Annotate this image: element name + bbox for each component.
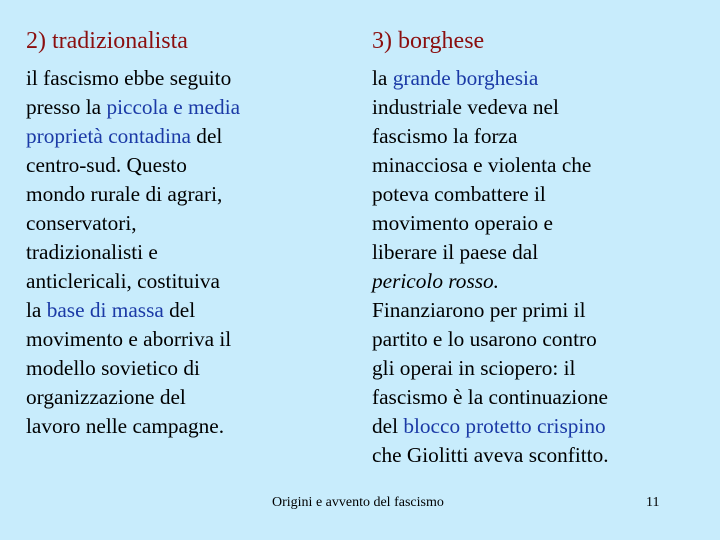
text-line [26,151,382,180]
highlighted-phrase: proprietà contadina [26,124,191,148]
text-line [26,267,382,296]
text-line [372,267,720,296]
text-line [372,383,720,412]
left-column-text [26,64,382,441]
text-line [372,209,720,238]
text-segment: minacciosa e violenta che [372,153,592,177]
highlighted-phrase: blocco protetto crispino [403,414,606,438]
text-line [372,93,720,122]
highlighted-phrase: piccola e media [106,95,241,119]
footer-title: Origini e avvento del fascismo [272,495,444,510]
text-line [26,180,382,209]
text-line [26,64,382,93]
text-line [372,325,720,354]
text-line [372,64,720,93]
italic-phrase: pericolo rosso. [372,269,499,293]
text-line [372,238,720,267]
text-segment: la [372,66,393,90]
text-line [372,441,720,470]
text-segment: partito e lo usarono contro [372,327,597,351]
text-segment: mondo rurale di agrari, [26,182,223,206]
text-segment: centro-sud. Questo [26,153,187,177]
left-column-heading: 2) tradizionalista [26,28,188,54]
right-column-text [372,64,720,470]
text-line [26,209,382,238]
text-segment: poteva combattere il [372,182,546,206]
text-segment: il fascismo ebbe seguito [26,66,232,90]
text-segment: liberare il paese dal [372,240,539,264]
text-segment: modello sovietico di [26,356,200,380]
text-segment: lavoro nelle campagne. [26,414,225,438]
text-line [372,412,720,441]
text-segment: anticlericali, costituiva [26,269,220,293]
text-line [26,93,382,122]
text-segment: la [26,298,47,322]
text-segment: tradizionalisti e [26,240,158,264]
text-segment: organizzazione del [26,385,186,409]
text-line [26,296,382,325]
text-segment: del [163,298,196,322]
text-segment: fascismo la forza [372,124,518,148]
text-segment: fascismo è la continuazione [372,385,608,409]
page-number: 11 [646,495,660,510]
right-column-heading: 3) borghese [372,28,485,54]
text-segment: che Giolitti aveva sconfitto. [372,443,609,467]
text-segment: Finanziarono per primi il [372,298,586,322]
text-line [26,238,382,267]
text-line [372,122,720,151]
text-line [26,325,382,354]
text-line [26,122,382,151]
text-line [26,412,382,441]
highlighted-phrase: base di massa [46,298,164,322]
text-line [372,296,720,325]
text-line [26,383,382,412]
text-segment: movimento operaio e [372,211,553,235]
text-segment: industriale vedeva nel [372,95,559,119]
text-line [372,354,720,383]
text-segment: movimento e aborriva il [26,327,232,351]
text-line [372,151,720,180]
highlighted-phrase: grande borghesia [392,66,539,90]
text-segment: presso la [26,95,107,119]
text-line [26,354,382,383]
text-line [372,180,720,209]
text-segment: conservatori, [26,211,137,235]
text-segment: gli operai in sciopero: il [372,356,576,380]
text-segment: del [372,414,404,438]
text-segment: del [190,124,223,148]
